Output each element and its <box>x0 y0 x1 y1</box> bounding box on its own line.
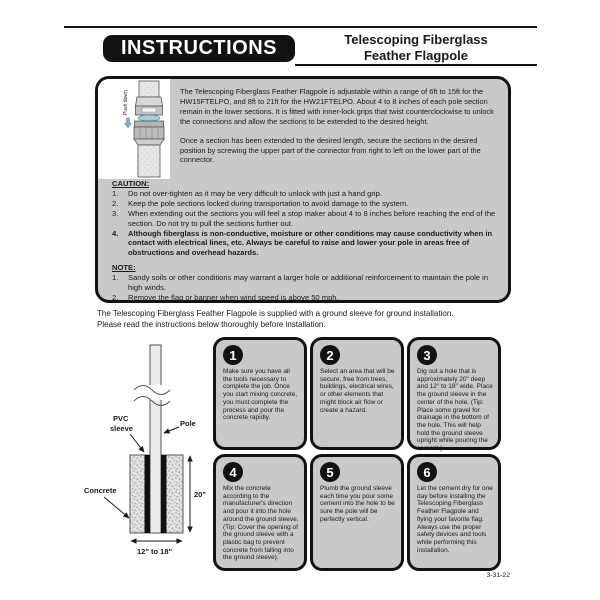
caution-item-text: Keep the pole sections locked during transportation to avoid damage to the system. <box>128 198 409 208</box>
width-dimension-label: 12" to 18" <box>137 547 173 556</box>
instructions-banner-label: INSTRUCTIONS <box>121 37 277 59</box>
note-item-number: 1. <box>112 273 119 283</box>
pvc-sleeve-label-line1: PVC <box>113 414 129 423</box>
connector-taper <box>134 139 164 145</box>
step-number-badge: 2 <box>320 345 340 365</box>
step-number-badge: 4 <box>223 462 243 482</box>
pole-shaft <box>150 345 161 533</box>
push-down-label: Push down <box>123 90 129 115</box>
step-text: Select an area that will be secure, free from trees, buildings, electrical wires, or other elements that might block air flow or create a hazard. <box>320 368 395 414</box>
connector-teal-ring <box>138 115 160 121</box>
caution-item <box>112 189 502 199</box>
step-text: Mix the concrete according to the manufacturer's direction and pour it into the hole around the ground sleeve. (Tip: Cover the opening of the ground sleeve with a plastic bag to prevent concrete from falling into the ground sleeve). <box>223 485 299 562</box>
step-box-3 <box>407 337 501 453</box>
connector-diagram <box>98 79 170 179</box>
concrete-label: Concrete <box>84 486 117 495</box>
upper-pole-tube <box>139 81 159 97</box>
step-text: Let the cement dry for one day before installing the Telescoping Fiberglass Feather Flagpole and flying your favorite flag. Always use the proper safety devices and tools while performing this installation. <box>417 485 493 554</box>
note-item-text: Sandy soils or other conditions may warrant a larger hole or additional reinforcement to maintain the pole in high winds. <box>128 273 489 293</box>
caution-note-lists <box>112 179 502 303</box>
step-box-2 <box>310 337 404 450</box>
step-box-5 <box>310 454 404 571</box>
overview-paragraph-2: Once a section has been extended to the desired length, secure the sections in the desired position by screwing the upper part of the connector from right to left on the lower part of the connector. <box>180 135 481 165</box>
caution-item-text: Do not over-tighten as it may be very difficult to unlock with just a hand grip. <box>128 188 382 198</box>
pvc-sleeve-leader-arrow <box>130 434 144 452</box>
pole-label: Pole <box>180 419 196 428</box>
depth-dimension-label: 20" <box>194 490 206 499</box>
caution-item-number: 2. <box>112 198 119 208</box>
ground-install-intro-line2: Please read the instructions below thoroughly before installation. <box>97 319 326 329</box>
overview-paragraph-1: The Telescoping Fiberglass Feather Flagpole is adjustable within a range of 6ft to 15ft for the HW15FTELPO, and 8ft to 21ft for the HW21FTELPO. About 4 to 8 inches of each pole section remain in the lower sections. It is fitted with inner-lock grips that twist counterclockwise to unlock the connections and allow the sections to be extended to the desired height. <box>180 87 494 126</box>
pole-leader-arrow <box>164 427 179 433</box>
note-item-number: 2. <box>112 292 119 302</box>
caution-heading: CAUTION: <box>112 179 150 188</box>
overview-paragraphs <box>180 87 502 174</box>
caution-item <box>112 209 502 229</box>
document-title-line2: Feather Flagpole <box>363 48 469 63</box>
ground-install-intro <box>97 309 454 330</box>
step-box-1 <box>213 337 307 450</box>
step-text: Dig out a hole that is approximately 20" deep and 12" to 18" wide. Place the ground sleeve in the center of the hole. (Tip: Place some gravel for drainage in the bottom of the hole. This will help hold the ground sleeve upright while pouring the cement.) <box>417 368 493 453</box>
caution-item <box>112 199 502 209</box>
pvc-sleeve-right <box>161 455 167 533</box>
connector-collar <box>136 97 163 106</box>
pvc-sleeve-left <box>145 455 151 533</box>
lower-pole-tube <box>138 145 160 177</box>
step-number-badge: 1 <box>223 345 243 365</box>
top-rule <box>64 26 537 28</box>
caution-item-number: 3. <box>112 208 119 218</box>
step-number-badge: 3 <box>417 345 437 365</box>
ground-install-intro-line1: The Telescoping Fiberglass Feather Flagpole is supplied with a ground sleeve for ground installation. <box>97 309 454 318</box>
caution-item-number: 1. <box>112 188 119 198</box>
connector-label-plate <box>142 108 156 112</box>
instructions-banner <box>103 35 295 62</box>
note-item <box>112 273 502 293</box>
document-title <box>295 32 537 64</box>
step-number-badge: 5 <box>320 462 340 482</box>
caution-item-warning <box>112 229 502 259</box>
caution-item-text: When extending out the sections you will feel a stop maker about 4 to 8 inches before reaching the end of the section. Do not try to pull the sections further out. <box>128 208 496 228</box>
step-number-badge: 6 <box>417 462 437 482</box>
connector-mid-band <box>135 121 164 127</box>
document-title-line1: Telescoping Fiberglass <box>344 32 488 47</box>
connector-lower-grip <box>134 127 164 139</box>
pvc-sleeve-label-line2: sleeve <box>110 424 133 433</box>
step-text: Make sure you have all the tools necessary to complete the job. Once you start mixing concrete, you must complete the process and pour the concrete rapidly. <box>223 368 298 422</box>
note-item <box>112 293 502 303</box>
note-heading: NOTE: <box>112 263 136 273</box>
step-box-6 <box>407 454 501 571</box>
push-down-arrow-icon <box>125 118 132 128</box>
ground-sleeve-diagram <box>80 337 215 577</box>
title-rule <box>295 64 537 66</box>
step-box-4 <box>213 454 307 571</box>
concrete-leader-arrow <box>104 497 129 518</box>
connector-figure-svg <box>98 79 170 179</box>
caution-item-text: Although fiberglass is non-conductive, moisture or other conditions may cause conductivity when in contact with electrical lines, etc. Always be careful to raise and lower your pole in areas free of obstructions and overhead hazards. <box>128 228 493 258</box>
overview-caution-box <box>95 76 511 303</box>
caution-item-number: 4. <box>112 228 119 238</box>
step-text: Plumb the ground sleeve each time you pour some cement into the hole to be sure the pole will be perfectly vertical. <box>320 485 395 523</box>
ground-figure-svg <box>80 337 215 577</box>
revision-date: 3-31-22 <box>486 572 510 579</box>
note-item-text: Remove the flag or banner when wind speed is above 50 mph. <box>128 292 339 302</box>
